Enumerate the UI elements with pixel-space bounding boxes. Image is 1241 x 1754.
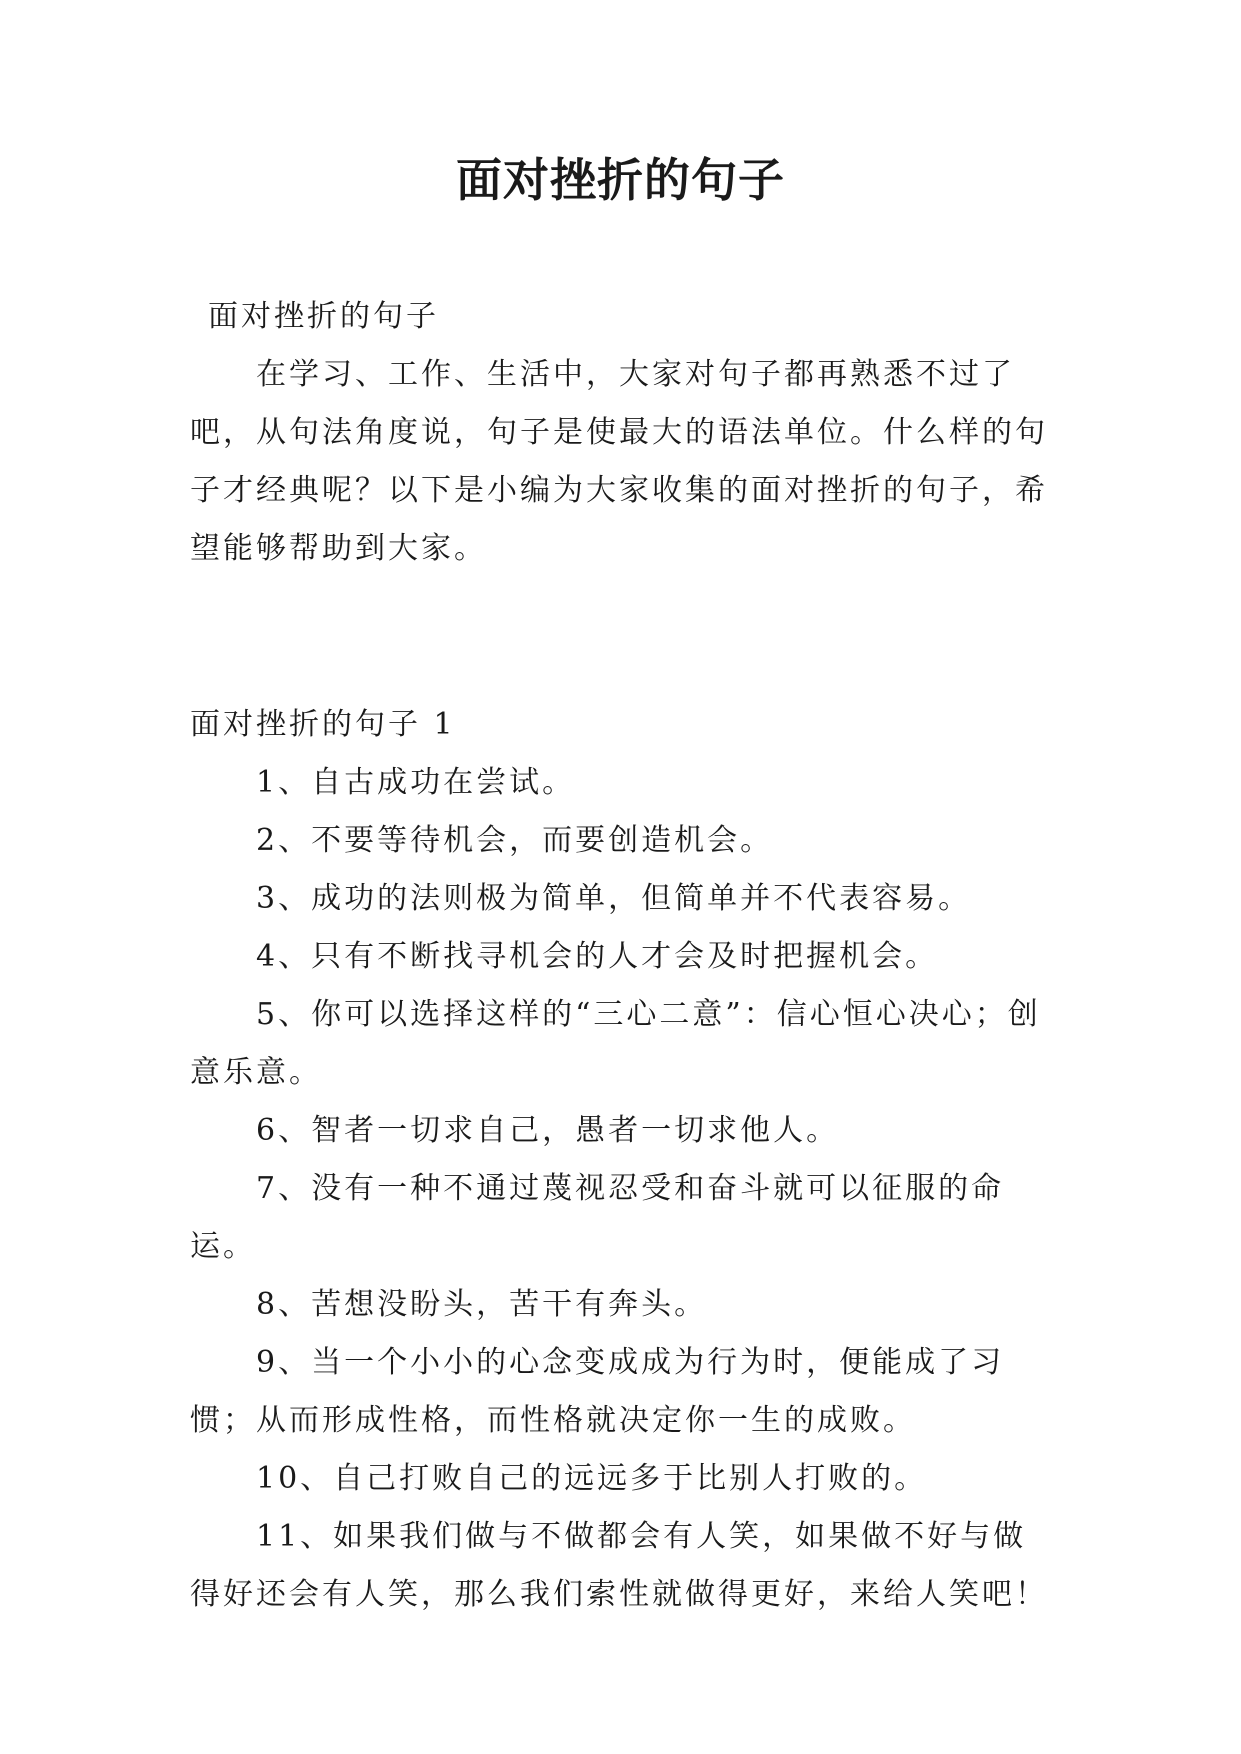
quote-item: 1、自古成功在尝试。 [256,765,576,800]
quote-item: 3、成功的法则极为简单，但简单并不代表容易。 [256,881,972,916]
quote-item: 2、不要等待机会，而要创造机会。 [256,823,774,858]
section-heading: 面对挫折的句子 1 [190,707,456,742]
quote-item: 6、智者一切求自己，愚者一切求他人。 [256,1113,840,1148]
quote-item: 9、当一个小小的心念变成成为行为时，便能成了习惯；从而形成性格，而性格就决定你一生的成败。 [190,1345,1005,1438]
quote-item: 5、你可以选择这样的“三心二意”：信心恒心决心；创意乐意。 [190,997,1041,1090]
quote-item: 11、如果我们做与不做都会有人笑，如果做不好与做得好还会有人笑，那么我们索性就做得更好，来给人笑吧！ [190,1519,1048,1612]
quote-list [190,754,1058,1624]
intro-paragraph: 在学习、工作、生活中，大家对句子都再熟悉不过了吧，从句法角度说，句子是使最大的语法单位。什么样的句子才经典呢？以下是小编为大家收集的面对挫折的句子，希望能够帮助到大家。 [190,357,1048,566]
quote-item: 4、只有不断找寻机会的人才会及时把握机会。 [256,939,939,974]
quote-item: 7、没有一种不通过蔑视忍受和奋斗就可以征服的命运。 [190,1171,1005,1264]
document-subtitle: 面对挫折的句子 [208,299,439,334]
quote-item: 8、苦想没盼头，苦干有奔头。 [256,1287,708,1322]
document-title: 面对挫折的句子 [456,153,785,207]
quote-item: 10、自己打败自己的远远多于比别人打败的。 [256,1461,928,1496]
